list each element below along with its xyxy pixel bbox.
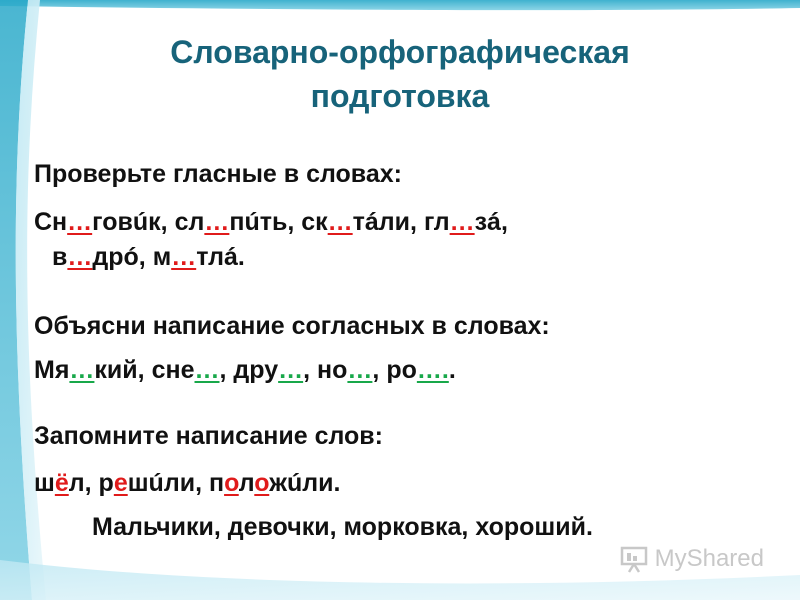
word-text: шúли, [127, 469, 209, 497]
watermark-text: MyShared [654, 545, 764, 572]
watermark [619, 544, 764, 574]
word-text: пúть, [229, 208, 302, 236]
word-text: но [317, 356, 348, 384]
word-text: л, [68, 469, 99, 497]
word-text: тлá. [196, 243, 245, 271]
vowel-gap: … [449, 208, 475, 236]
section3-heading: Запомните написание слов: [34, 422, 383, 450]
section1-line1 [34, 205, 508, 239]
word-text: л [238, 469, 255, 497]
word-text: , [303, 356, 318, 384]
word-text: , [372, 356, 387, 384]
section3-line2: Мальчики, девочки, морковка, хороший. [92, 513, 593, 541]
word-text: гл [423, 208, 450, 236]
slide-title [60, 30, 740, 118]
word-text: ро [386, 356, 417, 384]
highlight-letter: ё [54, 469, 69, 497]
consonant-gap: … [278, 356, 304, 384]
word-text: ск [301, 208, 328, 236]
highlight-letter: е [113, 469, 128, 497]
word-text: п [208, 469, 225, 497]
word-text: сне [151, 356, 195, 384]
word-text: дрó, [92, 243, 153, 271]
word-text: р [98, 469, 114, 497]
word-text: . [448, 356, 456, 384]
word-text: Сн [34, 208, 68, 236]
presentation-board-icon [619, 544, 649, 574]
vowel-gap: … [67, 243, 93, 271]
word-text: Мя [34, 356, 70, 384]
word-text: в [52, 243, 68, 271]
highlight-letter: о [254, 469, 270, 497]
section2-line1 [34, 353, 456, 387]
consonant-gap: …. [416, 356, 449, 384]
section3-line1 [34, 466, 340, 500]
word-text: тáли, [352, 208, 424, 236]
word-text: кий, [94, 356, 152, 384]
word-text: дру [233, 356, 279, 384]
consonant-gap: … [194, 356, 220, 384]
section1-line2 [52, 240, 245, 274]
consonant-gap: … [347, 356, 373, 384]
vowel-gap: … [67, 208, 93, 236]
word-text: м [152, 243, 172, 271]
vowel-gap: … [204, 208, 230, 236]
word-text: жúли. [269, 469, 341, 497]
word-text: сл [174, 208, 205, 236]
title-line-1: Словарно-орфографическая [170, 34, 630, 70]
vowel-gap: … [327, 208, 353, 236]
word-text: ш [34, 469, 55, 497]
highlight-letter: о [224, 469, 239, 497]
vowel-gap: … [171, 243, 197, 271]
consonant-gap: … [69, 356, 95, 384]
word-text: говúк, [92, 208, 175, 236]
word-text: , [219, 356, 234, 384]
section1-heading: Проверьте гласные в словах: [34, 160, 402, 188]
word-text: зá, [474, 208, 508, 236]
section2-heading: Объясни написание согласных в словах: [34, 312, 550, 340]
title-line-2: подготовка [310, 78, 490, 114]
